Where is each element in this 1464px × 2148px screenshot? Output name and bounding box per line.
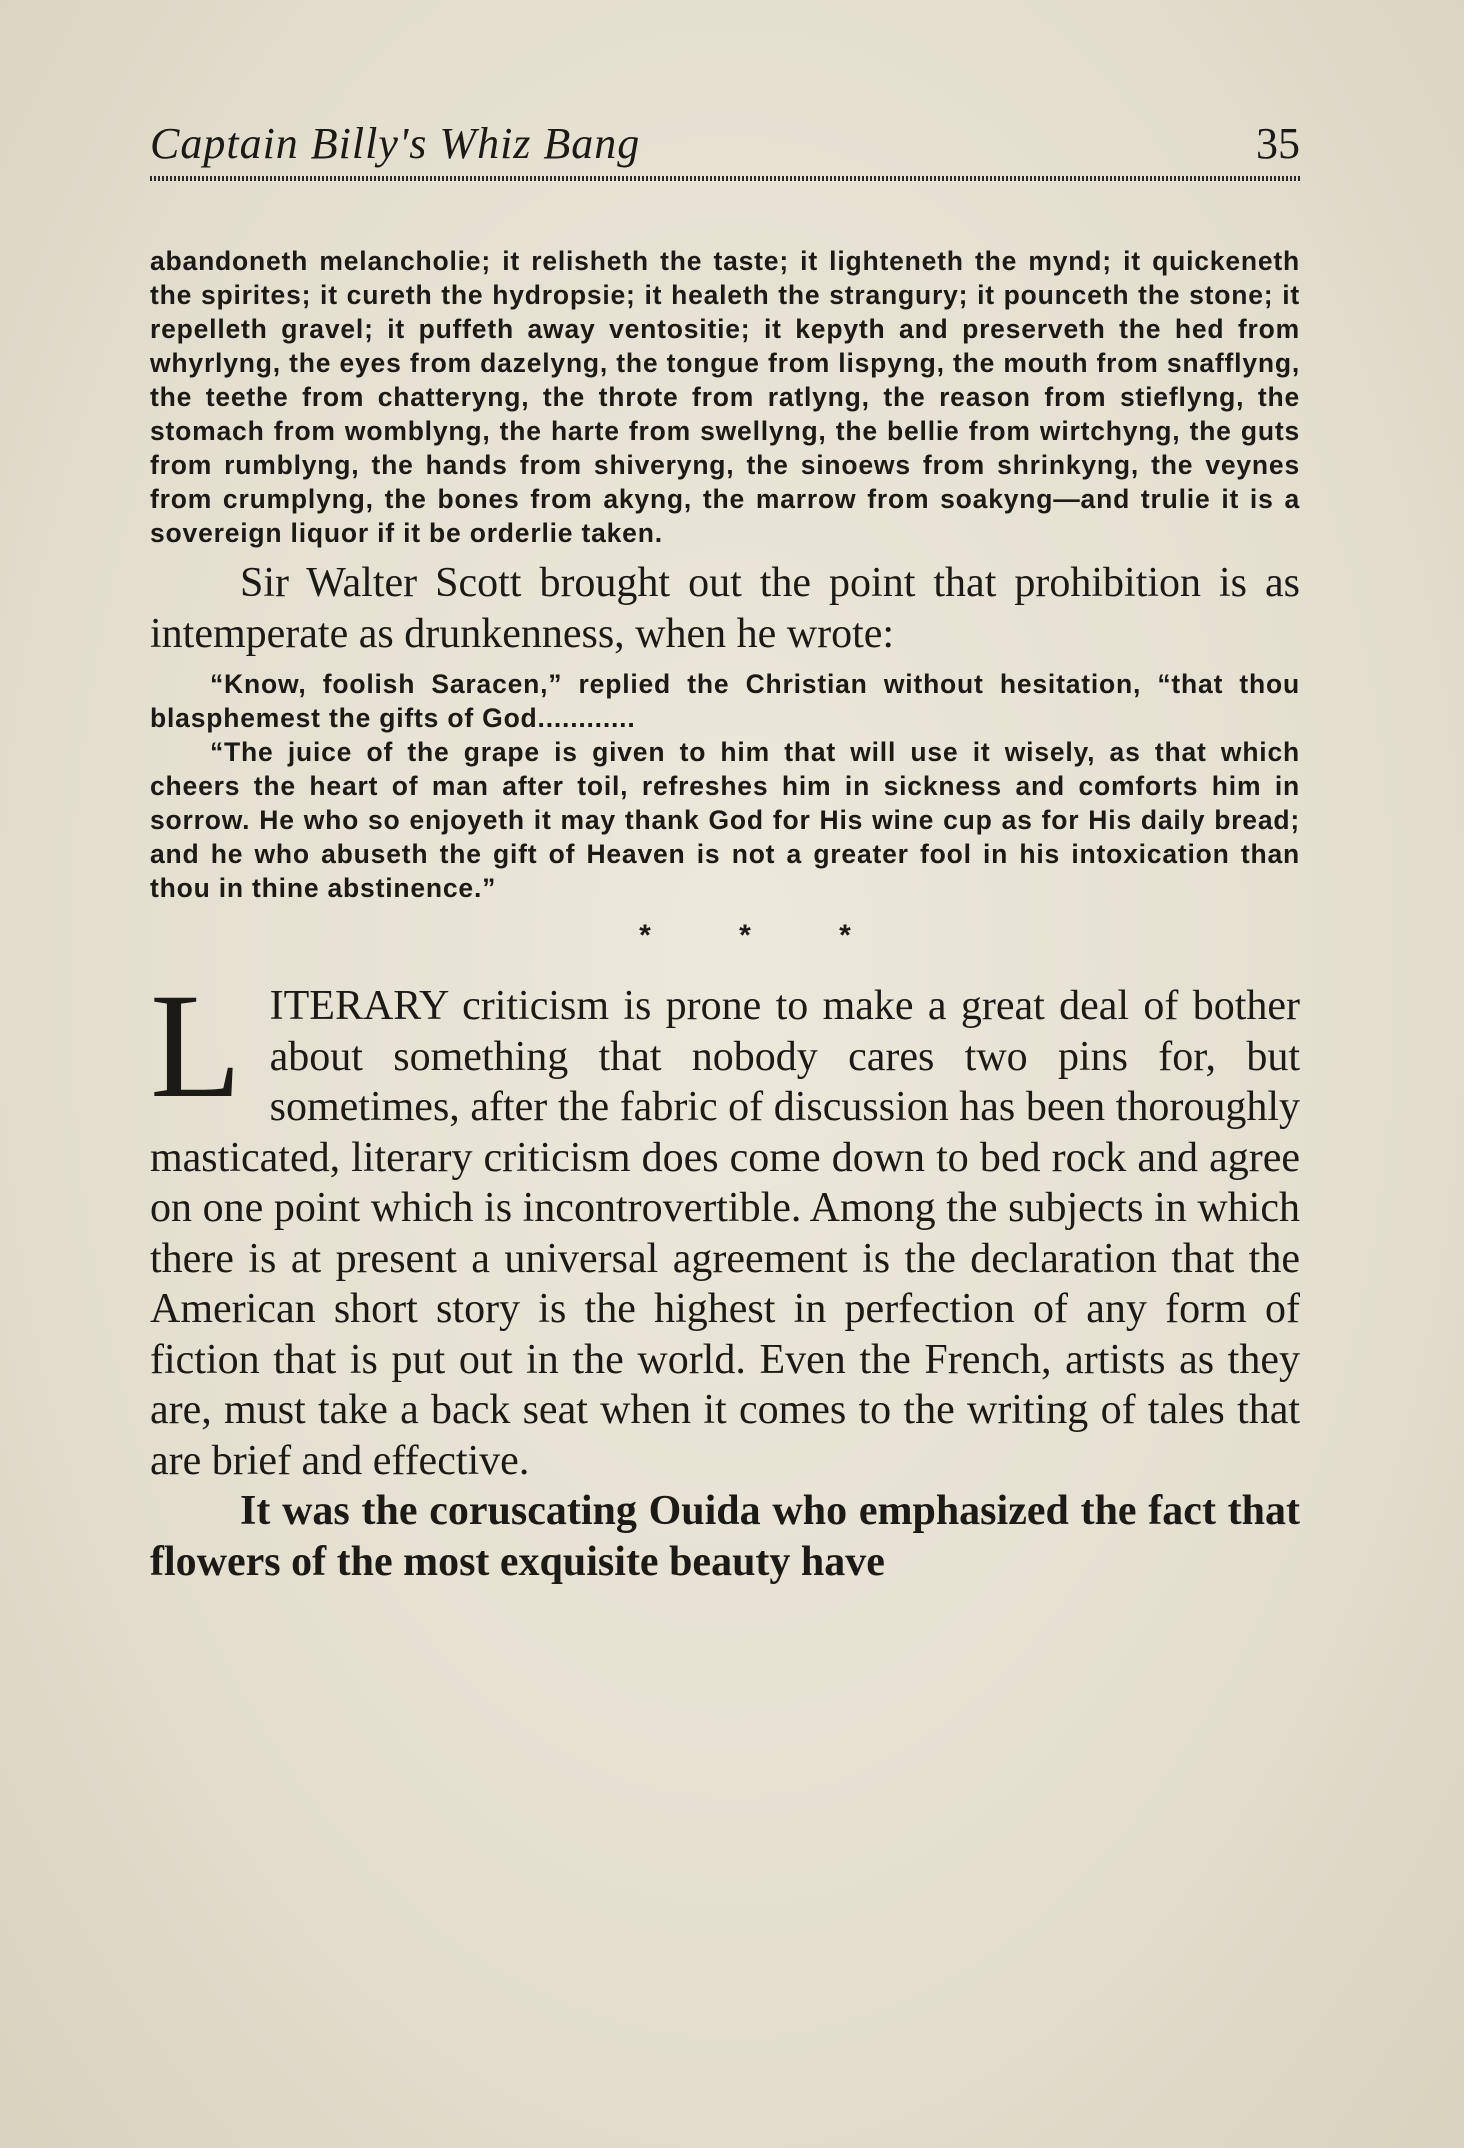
scott-intro-paragraph: Sir Walter Scott brought out the point that prohibition is as intemperate as drunkenness, when he wrote:: [150, 560, 1300, 657]
literary-paragraph: [150, 963, 1300, 1486]
section-separator: * * *: [639, 919, 891, 952]
page-header: [150, 118, 1300, 188]
literary-criticism-section: [150, 963, 1300, 1486]
page-number: 35: [1256, 119, 1300, 168]
ouida-paragraph: It was the coruscating Ouida who emphasized the fact that flowers of the most exquisite beauty have: [150, 1488, 1300, 1585]
drop-cap-letter: L: [150, 963, 242, 1129]
spacer: [150, 550, 1300, 558]
page-body: [150, 244, 1300, 1587]
spacer: [150, 659, 1300, 667]
quoted-passage: abandoneth melancholie; it relisheth the taste; it lighteneth the mynd; it quickeneth the spirites; it cureth the hydropsie; it healeth the strangury; it pounceth the stone; it repelleth gravel; it puffeth away ventositie; it kepyth and preserveth the hed from whyrlyng, the eyes from dazelyng, the tongue from lispyng, the mouth from snafflyng, the teethe from chatteryng, the throte from ratlyng, the reason from stieflyng, the stomach from womblyng, the harte from swellyng, the bellie from wirtchyng, the guts from rumblyng, the hands from shiveryng, the sinoews from shrinkyng, the veynes from crumplyng, the bones from akyng, the marrow from soakyng—and trulie it is a sovereign liquor if it be orderlie taken.: [150, 246, 1300, 548]
scott-quote-second: “The juice of the grape is given to him that will use it wisely, as that which cheers the heart of man after toil, refreshes him in sickness and comforts him in sorrow. He who so enjoyeth it may thank God for His wine cup as for His daily bread; and he who abuseth the gift of Heaven is not a greater fool in his intoxication than thou in thine abstinence.”: [150, 737, 1300, 903]
scott-quote-first: “Know, foolish Saracen,” replied the Christian without hesitation, “that thou blasphemest the gifts of God............: [150, 669, 1300, 733]
running-title: Captain Billy's Whiz Bang: [150, 119, 641, 168]
header-rule: [150, 176, 1300, 181]
literary-paragraph-text: ITERARY criticism is prone to make a great deal of bother about something that nobody cares two pins for, but sometimes, after the fabric of discussion has been thoroughly masticated, literary criticism does come down to bed rock and agree on one point which is incontrovertible. Among the subjects in which there is at present a universal agreement is the declaration that the American short story is the highest in perfection of any form of fiction that is put out in the world. Even the French, artists as they are, must take a back seat when it comes to the writing of tales that are brief and effective.: [150, 983, 1300, 1484]
